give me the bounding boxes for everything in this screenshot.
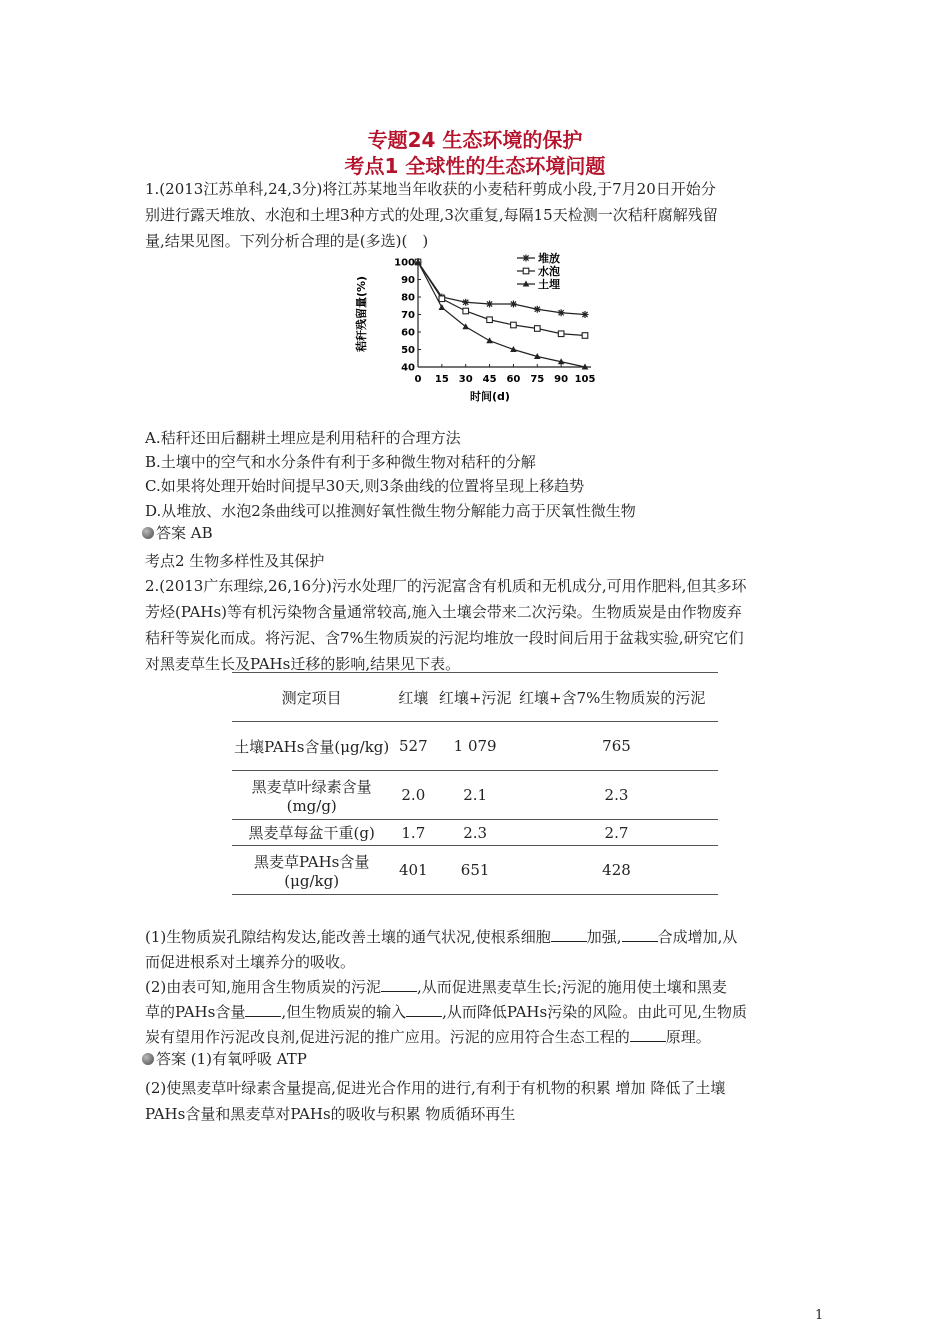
q2-sub2-line2 xyxy=(145,1001,747,1022)
table-cell: 2.3 xyxy=(435,820,515,846)
q2-answer-line2: (2)使黑麦草叶绿素含量提高,促进光合作用的进行,有利于有机物的积累 增加 降低了土壤 xyxy=(145,1079,726,1097)
chart-xlabel: 时间(d) xyxy=(470,390,510,403)
y-tick-label: 70 xyxy=(401,310,415,321)
answer-blank xyxy=(551,929,587,942)
table-row xyxy=(232,820,718,846)
square-marker xyxy=(534,326,540,332)
page-number: 1 xyxy=(815,1308,824,1323)
q2-line2: 芳烃(PAHs)等有机污染物含量通常较高,施入土壤会带来二次污染。生物质炭是由作物废弃 xyxy=(145,603,742,621)
square-marker xyxy=(463,308,469,314)
y-tick-label: 100 xyxy=(394,257,415,269)
table-cell: 黑麦草PAHs含量(μg/kg) xyxy=(232,846,391,895)
chart-ylabel: 秸秆残留量(%) xyxy=(355,275,368,353)
triangle-marker xyxy=(439,304,446,310)
table-row xyxy=(232,846,718,895)
q1-line2: 别进行露天堆放、水泡和土埋3种方式的处理,3次重复,每隔15天检测一次秸秆腐解残留 xyxy=(145,206,718,224)
table-cell: 1 079 xyxy=(435,722,515,771)
results-table xyxy=(232,672,718,895)
y-tick-label: 40 xyxy=(401,362,415,374)
q2-sub1-line2: 而促进根系对土壤养分的吸收。 xyxy=(145,953,356,971)
answer-blank xyxy=(622,929,658,942)
legend-label: 水泡 xyxy=(538,265,560,278)
answer-blank xyxy=(630,1029,666,1042)
star-marker xyxy=(534,306,541,313)
q2-sub2-text: ,但生物质炭的输入 xyxy=(281,1003,407,1021)
q2-line3: 秸秆等炭化而成。将污泥、含7%生物质炭的污泥均堆放一段时间后用于盆栽实验,研究它们 xyxy=(145,629,744,647)
chart-series xyxy=(415,259,589,370)
x-tick-label: 30 xyxy=(458,374,473,385)
section2-heading: 考点2 生物多样性及其保护 xyxy=(145,552,325,570)
x-tick-label: 15 xyxy=(434,374,449,385)
q2-sub1-text: 合成增加,从 xyxy=(657,928,738,946)
q1-line3: 量,结果见图。下列分析合理的是(多选)( ) xyxy=(145,232,429,250)
q1-answer-text: 答案 AB xyxy=(156,524,213,542)
q2-sub2-line1 xyxy=(145,976,727,997)
table-header: 红壤 xyxy=(391,673,435,722)
q1-option-a: A.秸秆还田后翻耕土埋应是利用秸秆的合理方法 xyxy=(145,429,461,447)
triangle-marker xyxy=(486,337,493,343)
q2-sub2-text: ,从而降低PAHs污染的风险。由此可见,生物质 xyxy=(442,1003,747,1021)
answer-icon xyxy=(142,1053,154,1065)
q2-sub2-line3 xyxy=(145,1026,711,1047)
chart-legend xyxy=(517,252,560,291)
section-title: 考点1 全球性的生态环境问题 xyxy=(344,154,606,178)
y-tick-label: 90 xyxy=(401,275,415,286)
x-tick-label: 45 xyxy=(482,374,497,385)
table-row xyxy=(232,722,718,771)
legend-label: 堆放 xyxy=(538,252,560,265)
y-tick-label: 60 xyxy=(401,327,415,339)
legend-label: 土埋 xyxy=(538,278,560,291)
q2-sub1-line1 xyxy=(145,926,737,947)
table-cell: 2.0 xyxy=(391,771,435,820)
q2-sub2-text: 原理。 xyxy=(665,1028,711,1046)
answer-blank xyxy=(406,1004,442,1017)
table-cell: 765 xyxy=(515,722,718,771)
star-marker xyxy=(462,299,469,306)
q1-answer xyxy=(142,522,213,543)
table-cell: 401 xyxy=(391,846,435,895)
answer-icon xyxy=(142,527,154,539)
q1-line1: 1.(2013江苏单科,24,3分)将江苏某地当年收获的小麦秸秆剪成小段,于7月20日开始分 xyxy=(145,180,716,198)
q2-answer xyxy=(142,1048,307,1069)
table-header: 红壤+污泥 xyxy=(435,673,515,722)
table-cell: 黑麦草每盆干重(g) xyxy=(232,820,391,846)
table-cell: 2.7 xyxy=(515,820,718,846)
q2-line1: 2.(2013广东理综,26,16分)污水处理厂的污泥富含有机质和无机成分,可用作肥料,但其多环 xyxy=(145,577,747,595)
q1-option-b: B.土壤中的空气和水分条件有利于多种微生物对秸秆的分解 xyxy=(145,453,536,471)
square-marker xyxy=(582,333,588,339)
q2-sub2-text: 草的PAHs含量 xyxy=(145,1003,246,1021)
line-chart xyxy=(345,252,605,407)
q2-sub2-text: 炭有望用作污泥改良剂,促进污泥的推广应用。污泥的应用符合生态工程的 xyxy=(145,1028,630,1046)
star-marker xyxy=(558,309,565,316)
square-marker xyxy=(523,268,529,274)
square-marker xyxy=(511,322,517,328)
q2-answer-line3: PAHs含量和黑麦草对PAHs的吸收与积累 物质循环再生 xyxy=(145,1105,516,1123)
answer-blank xyxy=(245,1004,281,1017)
table-row xyxy=(232,771,718,820)
x-tick-label: 90 xyxy=(554,374,569,385)
star-marker xyxy=(582,311,589,318)
star-marker xyxy=(510,301,517,308)
q2-sub1-text: (1)生物质炭孔隙结构发达,能改善土壤的通气状况,使根系细胞 xyxy=(145,928,551,946)
table-header: 红壤+含7%生物质炭的污泥 xyxy=(515,673,718,722)
x-tick-label: 60 xyxy=(506,374,521,385)
y-tick-label: 80 xyxy=(401,292,415,304)
x-tick-label: 75 xyxy=(530,374,545,385)
table-header: 测定项目 xyxy=(232,673,391,722)
chapter-title: 专题24 生态环境的保护 xyxy=(367,128,583,152)
q2-sub2-text: ,从而促进黑麦草生长;污泥的施用使土壤和黑麦 xyxy=(417,978,727,996)
star-marker xyxy=(486,301,493,308)
q2-sub2-text: (2)由表可知,施用含生物质炭的污泥 xyxy=(145,978,382,996)
table-cell: 428 xyxy=(515,846,718,895)
table-header-row xyxy=(232,673,718,722)
q2-line4: 对黑麦草生长及PAHs迁移的影响,结果见下表。 xyxy=(145,655,461,673)
answer-blank xyxy=(381,979,417,992)
table-cell: 527 xyxy=(391,722,435,771)
q2-answer-text: 答案 (1)有氧呼吸 ATP xyxy=(156,1050,307,1068)
table-cell: 651 xyxy=(435,846,515,895)
table-cell: 土壤PAHs含量(μg/kg) xyxy=(232,722,391,771)
q2-sub1-text: 加强, xyxy=(586,928,622,946)
x-tick-label: 105 xyxy=(574,374,596,385)
square-marker xyxy=(558,331,564,337)
table-cell: 2.3 xyxy=(515,771,718,820)
table-cell: 黑麦草叶绿素含量(mg/g) xyxy=(232,771,391,820)
table-cell: 2.1 xyxy=(435,771,515,820)
table-cell: 1.7 xyxy=(391,820,435,846)
square-marker xyxy=(487,317,493,323)
star-marker xyxy=(523,255,530,262)
square-marker xyxy=(439,296,445,302)
y-tick-label: 50 xyxy=(401,345,415,356)
x-tick-label: 0 xyxy=(414,374,422,385)
q1-option-d: D.从堆放、水泡2条曲线可以推测好氧性微生物分解能力高于厌氧性微生物 xyxy=(145,502,636,520)
q1-option-c: C.如果将处理开始时间提早30天,则3条曲线的位置将呈现上移趋势 xyxy=(145,477,585,495)
